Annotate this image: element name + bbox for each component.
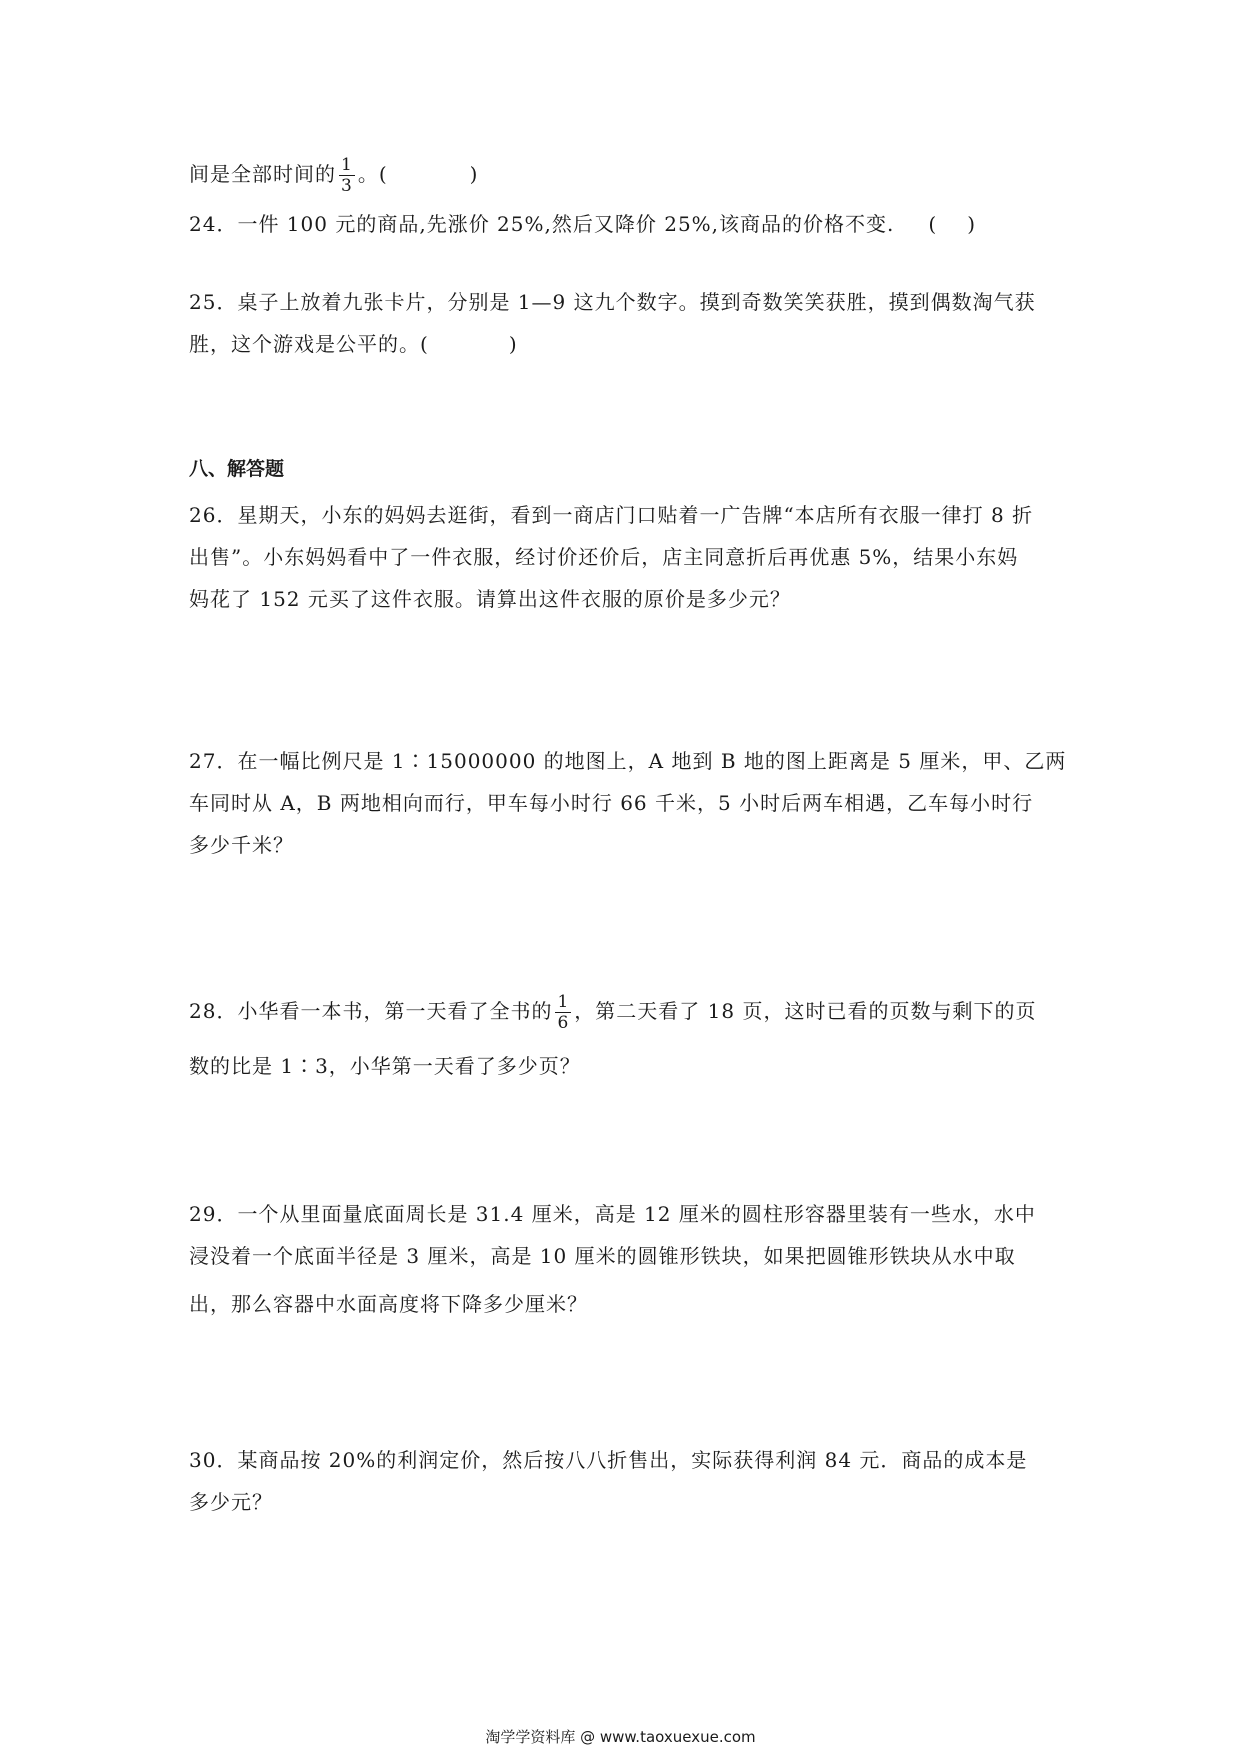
question-29-line-3: 出，那么容器中水面高度将下降多少厘米？ — [189, 1292, 588, 1316]
question-28-line-1 — [189, 992, 1036, 1033]
answer-blank-close: ) — [469, 162, 479, 186]
question-29-line-1: 29．一个从里面量底面周长是 31.4 厘米，高是 12 厘米的圆柱形容器里装有一些水，水中 — [189, 1202, 1036, 1226]
fraction-denominator: 3 — [341, 176, 353, 196]
question-28-line-2: 数的比是 1∶3，小华第一天看了多少页？ — [189, 1054, 581, 1078]
question-29-line-2: 浸没着一个底面半径是 3 厘米，高是 10 厘米的圆锥形铁块，如果把圆锥形铁块从水中取 — [189, 1244, 1016, 1268]
fraction-one-third — [339, 155, 355, 196]
section-heading: 八、解答题 — [189, 458, 285, 480]
fraction-numerator: 1 — [557, 992, 570, 1012]
question-26-line-1: 26．星期天，小东的妈妈去逛街，看到一商店门口贴着一广告牌“本店所有衣服一律打 8 折 — [189, 503, 1034, 527]
question-30-line-2: 多少元？ — [189, 1490, 273, 1514]
fraction-denominator: 6 — [557, 1013, 570, 1033]
question-text: 胜，这个游戏是公平的。( — [189, 332, 429, 356]
text: 。( — [357, 162, 388, 186]
question-27-line-1: 27．在一幅比例尺是 1∶15000000 的地图上，A 地到 B 地的图上距离是 5 厘米，甲、乙两 — [189, 749, 1067, 773]
text: 间是全部时间的 — [189, 162, 336, 186]
footer-watermark: 淘学学资料库 @ www.taoxuexue.com — [485, 1728, 756, 1746]
question-24 — [189, 210, 976, 238]
question-text: 28．小华看一本书，第一天看了全书的 — [189, 999, 553, 1023]
fraction-one-sixth — [555, 992, 571, 1033]
question-27-line-3: 多少千米？ — [189, 833, 294, 857]
answer-blank-close: ) — [508, 332, 518, 356]
question-30-line-1: 30．某商品按 20%的利润定价，然后按八八折售出，实际获得利润 84 元．商品的成本是 — [189, 1448, 1028, 1472]
question-25-line-2 — [189, 330, 518, 358]
question-26-line-3: 妈花了 152 元买了这件衣服。请算出这件衣服的原价是多少元？ — [189, 587, 791, 611]
fraction-numerator: 1 — [341, 155, 353, 175]
answer-blank-open: ( — [928, 212, 938, 236]
question-27-line-2: 车同时从 A，B 两地相向而行，甲车每小时行 66 千米，5 小时后两车相遇，乙车每小时行 — [189, 791, 1034, 815]
question-text: ，第二天看了 18 页，这时已看的页数与剩下的页 — [574, 999, 1037, 1023]
question-text: 24．一件 100 元的商品,先涨价 25%,然后又降价 25%,该商品的价格不变. — [189, 212, 895, 236]
answer-blank-close: ) — [967, 212, 977, 236]
question-23-continuation — [189, 155, 478, 196]
question-25-line-1: 25．桌子上放着九张卡片，分别是 1—9 这九个数字。摸到奇数笑笑获胜，摸到偶数淘气获 — [189, 290, 1036, 314]
question-26-line-2: 出售”。小东妈妈看中了一件衣服，经讨价还价后，店主同意折后再优惠 5%，结果小东妈 — [189, 545, 1019, 569]
